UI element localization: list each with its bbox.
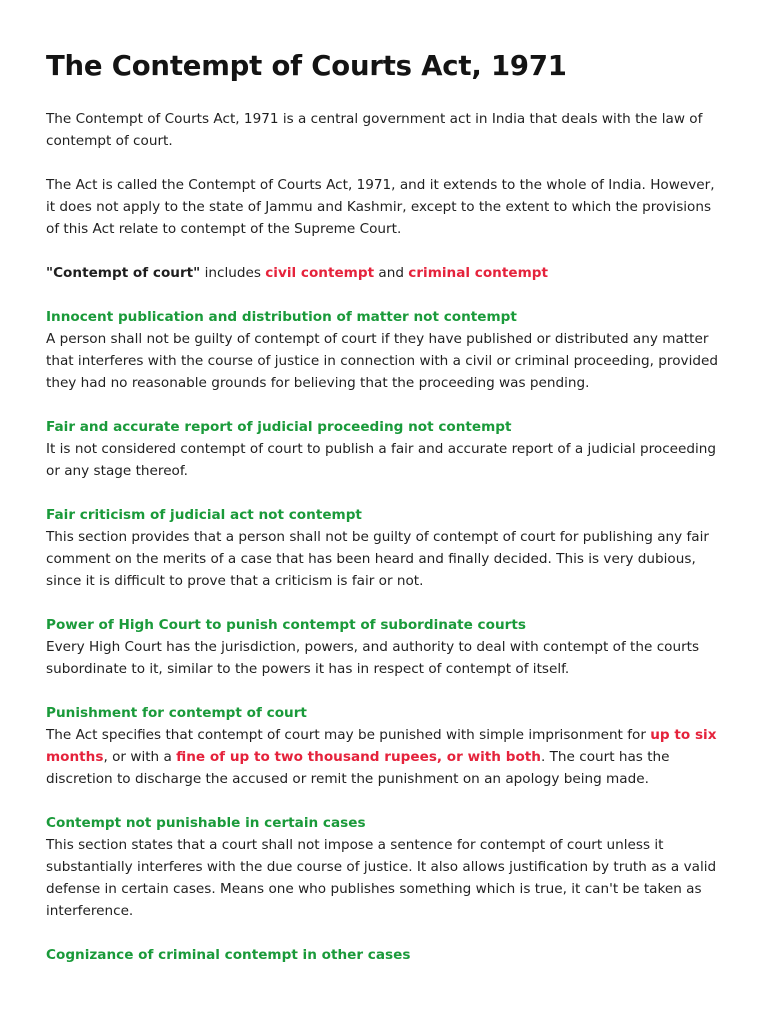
section-body: This section provides that a person shall not be guilty of contempt of court for publishing any fair comment on the merits of a case that has been heard and finally decided. This is very dubious, since it is difficult to prove that a criticism is fair or not. xyxy=(46,529,710,589)
definition-includes: includes xyxy=(200,265,266,281)
imprisonment-highlight: up to six months xyxy=(46,727,717,765)
section-innocent-publication xyxy=(46,306,722,394)
section-heading: Fair and accurate report of judicial proceeding not contempt xyxy=(46,419,512,435)
section-punishment xyxy=(46,702,722,790)
section-fair-criticism xyxy=(46,504,722,592)
section-heading: Fair criticism of judicial act not contempt xyxy=(46,507,362,523)
section-body: A person shall not be guilty of contempt of court if they have published or distributed any matter that interferes with the course of justice in connection with a civil or criminal proceeding, provided they had no reasonable grounds for believing that the proceeding was pending. xyxy=(46,331,718,391)
section-body: It is not considered contempt of court to publish a fair and accurate report of a judicial proceeding or any stage thereof. xyxy=(46,441,717,479)
section-body xyxy=(46,724,722,790)
definition-term: "Contempt of court" xyxy=(46,265,201,281)
extent-paragraph: The Act is called the Contempt of Courts Act, 1971, and it extends to the whole of India. However, it does not apply to the state of Jammu and Kashmir, except to the extent to which the provisions of this Act relate to contempt of the Supreme Court. xyxy=(46,177,715,237)
section-not-punishable xyxy=(46,812,722,922)
section-heading: Innocent publication and distribution of matter not contempt xyxy=(46,309,517,325)
section-cognizance xyxy=(46,944,722,966)
civil-contempt-highlight: civil contempt xyxy=(265,265,375,281)
punishment-text-part1: The Act specifies that contempt of court may be punished with simple imprisonment for xyxy=(46,727,651,743)
section-fair-report xyxy=(46,416,722,482)
section-heading: Contempt not punishable in certain cases xyxy=(46,815,366,831)
definition-paragraph xyxy=(46,262,722,284)
fine-highlight: fine of up to two thousand rupees, or with both xyxy=(176,749,541,765)
section-body: Every High Court has the jurisdiction, powers, and authority to deal with contempt of the courts subordinate to it, similar to the powers it has in respect of contempt of itself. xyxy=(46,639,700,677)
page-title: The Contempt of Courts Act, 1971 xyxy=(46,50,567,82)
punishment-text-part2: , or with a xyxy=(103,749,177,765)
section-body: This section states that a court shall not impose a sentence for contempt of court unless it substantially interferes with the due course of justice. It also allows justification by truth as a valid defense in certain cases. Means one who publishes something which is true, it can't be taken as interference. xyxy=(46,837,717,919)
section-heading: Power of High Court to punish contempt of subordinate courts xyxy=(46,617,526,633)
section-high-court-power xyxy=(46,614,722,680)
intro-paragraph: The Contempt of Courts Act, 1971 is a central government act in India that deals with the law of contempt of court. xyxy=(46,111,703,149)
section-heading: Cognizance of criminal contempt in other cases xyxy=(46,947,411,963)
punishment-text-part3: . The court has the discretion to discharge the accused or remit the punishment on an apology being made. xyxy=(46,749,670,787)
definition-and: and xyxy=(374,265,409,281)
section-heading: Punishment for contempt of court xyxy=(46,705,307,721)
criminal-contempt-highlight: criminal contempt xyxy=(408,265,548,281)
